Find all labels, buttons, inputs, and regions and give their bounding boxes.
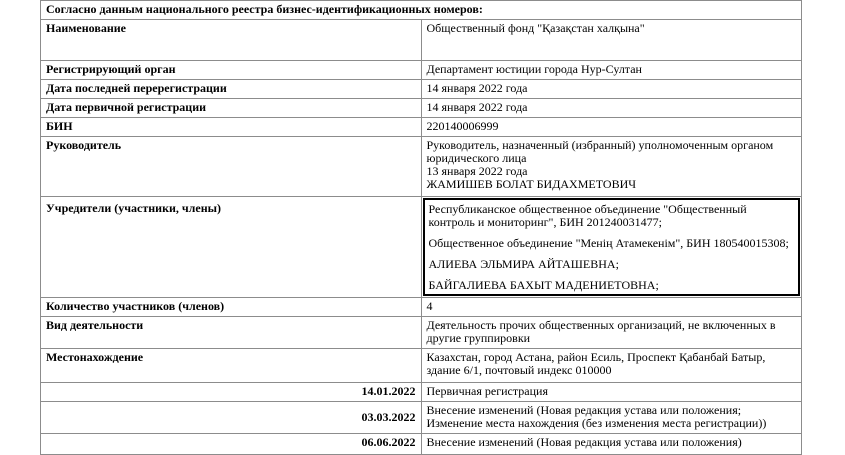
history-row	[41, 383, 802, 402]
registry-table	[40, 0, 802, 455]
members-count-label: Количество участников (членов)	[41, 298, 422, 317]
head-person: ЖАМИШЕВ БОЛАТ БИДАХМЕТОВИЧ	[426, 177, 637, 191]
table-row-members-count	[41, 298, 802, 317]
header-row	[41, 1, 802, 20]
last-rereg-value: 14 января 2022 года	[421, 80, 802, 99]
founders-label: Учредители (участники, члены)	[41, 197, 422, 298]
history-event: Внесение изменений (Новая редакция устава или положения; Изменение места нахождения (без изменения места регистрации))	[421, 402, 802, 434]
founder-item: Общественное объединение "Менің Атамекенім", БИН 180540015308;	[428, 236, 789, 250]
table-row-last-rereg	[41, 80, 802, 99]
founders-box	[423, 198, 801, 296]
bin-label: БИН	[41, 118, 422, 137]
founder-item: Республиканское общественное объединение "Общественный контроль и мониторинг", БИН 201240031477;	[428, 202, 747, 229]
name-label: Наименование	[41, 20, 422, 61]
head-position: Руководитель, назначенный (избранный) уполномоченным органом юридического лица	[426, 138, 774, 165]
activity-label: Вид деятельности	[41, 317, 422, 349]
location-value: Казахстан, город Астана, район Есиль, Проспект Қабанбай Батыр, здание 6/1, почтовый индекс 010000	[421, 349, 802, 383]
registry-header: Согласно данным национального реестра бизнес-идентификационных номеров:	[41, 1, 802, 20]
activity-value: Деятельность прочих общественных организаций, не включенных в другие группировки	[421, 317, 802, 349]
history-row	[41, 434, 802, 455]
table-row-name	[41, 20, 802, 61]
table-row-registrar	[41, 61, 802, 80]
table-row-bin	[41, 118, 802, 137]
members-count-value: 4	[421, 298, 802, 317]
registrar-label: Регистрирующий орган	[41, 61, 422, 80]
founder-item: БАЙГАЛИЕВА БАХЫТ МАДЕНИЕТОВНА;	[428, 278, 659, 292]
table-row-activity	[41, 317, 802, 349]
name-value: Общественный фонд "Қазақстан халқына"	[421, 20, 802, 61]
history-date: 14.01.2022	[41, 383, 422, 402]
table-row-first-reg	[41, 99, 802, 118]
head-label: Руководитель	[41, 137, 422, 197]
history-date: 03.03.2022	[41, 402, 422, 434]
registry-frame	[40, 0, 802, 455]
location-label: Местонахождение	[41, 349, 422, 383]
table-row-founders	[41, 197, 802, 298]
first-reg-label: Дата первичной регистрации	[41, 99, 422, 118]
head-value	[421, 137, 802, 197]
history-event: Первичная регистрация	[421, 383, 802, 402]
first-reg-value: 14 января 2022 года	[421, 99, 802, 118]
founders-value	[421, 197, 802, 298]
bin-value: 220140006999	[421, 118, 802, 137]
history-row	[41, 402, 802, 434]
history-date: 06.06.2022	[41, 434, 422, 455]
table-row-location	[41, 349, 802, 383]
history-event: Внесение изменений (Новая редакция устава или положения)	[421, 434, 802, 455]
last-rereg-label: Дата последней перерегистрации	[41, 80, 422, 99]
founder-item: АЛИЕВА ЭЛЬМИРА АЙТАШЕВНА;	[428, 257, 619, 271]
head-date: 13 января 2022 года	[426, 164, 528, 178]
table-row-head	[41, 137, 802, 197]
registrar-value: Департамент юстиции города Нур-Султан	[421, 61, 802, 80]
